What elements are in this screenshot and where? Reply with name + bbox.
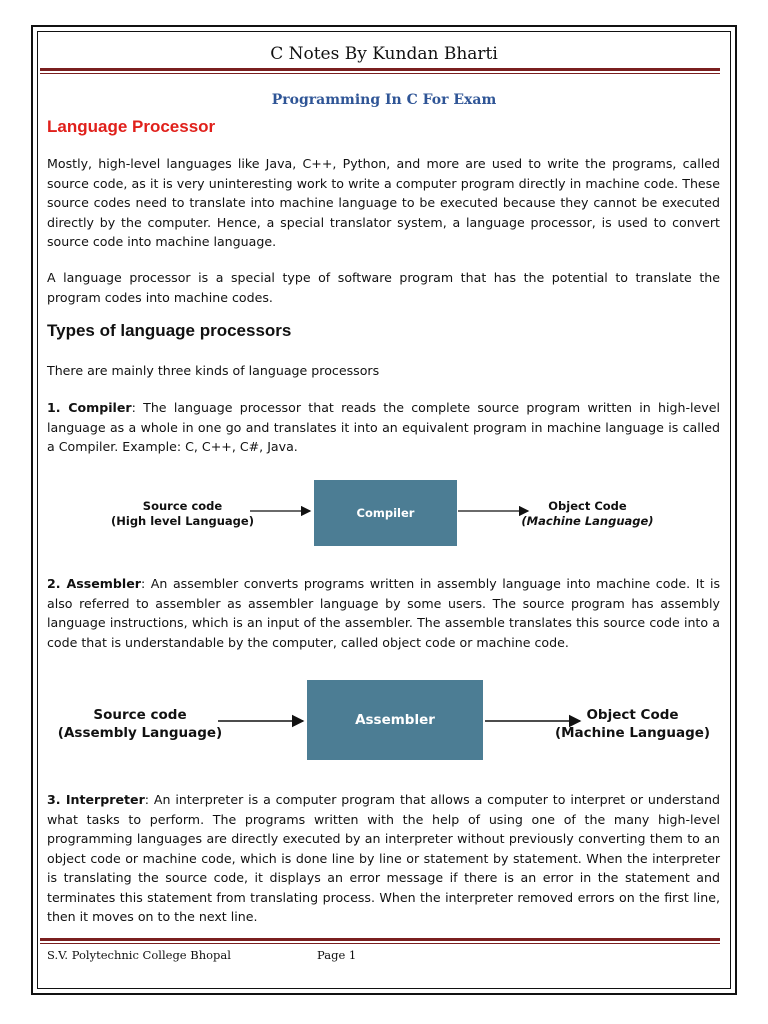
compiler-source-line2: (High level Language) [111, 514, 254, 528]
compiler-source-line1: Source code [142, 499, 223, 513]
header-rule [40, 68, 720, 74]
assembler-diagram [0, 678, 768, 760]
paragraph-definition: A language processor is a special type of software program that has the potential to translate the program codes into machine codes. [47, 270, 720, 305]
compiler-object-line1: Object Code [548, 499, 627, 513]
heading-types: Types of language processors [47, 321, 292, 340]
paragraph-assembler [47, 574, 720, 652]
assembler-text: : An assembler converts programs written in assembly language into machine code. It is also referred to assembler as assembler language by some users. The source program has assembly language instructions, which is an input of the assembler. The assemble translates this source code into a code that is understandable by the computer, called object code or machine code. [47, 576, 721, 650]
paragraph-types-intro: There are mainly three kinds of language processors [47, 363, 380, 378]
assembler-label: 2. Assembler [47, 576, 141, 591]
compiler-box: Compiler [314, 480, 457, 546]
interpreter-label: 3. Interpreter [47, 792, 145, 807]
compiler-diagram [0, 478, 768, 548]
paragraph-intro: Mostly, high-level languages like Java, C++, Python, and more are used to write the programs, called source code, as it is very uninteresting work to write a computer program directly in machine code. These source codes need to translate into machine language to be executed because they cannot be executed directly by the computer. Hence, a special translator system, a language processor, is used to convert source code into machine language. [47, 156, 720, 249]
heading-language-processor: Language Processor [47, 117, 216, 136]
footer-rule [40, 938, 720, 944]
compiler-text: : The language processor that reads the complete source program written in high-level language as a whole in one go and translates it into an equivalent program in machine language is called a Compiler. Example: C, C++, C#, Java. [47, 400, 720, 454]
interpreter-text: : An interpreter is a computer program that allows a computer to interpret or understand what tasks to perform. The programs written with the help of using one of the many high-level programming languages are directly executed by an interpreter without previously converting them to an object code or machine code, which is done line by line or statement by statement. When the interpreter is translating the source code, it displays an error message if there is an error in the statement and terminates this statement from translating process. When the interpreter removed errors on the first line, then it moves on to the next line. [47, 792, 720, 924]
compiler-diagram-object [505, 499, 670, 529]
assembler-box: Assembler [307, 680, 483, 760]
assembler-source-line1: Source code [93, 707, 187, 723]
page-header-title: C Notes By Kundan Bharti [270, 44, 498, 64]
paragraph-compiler [47, 398, 720, 457]
assembler-diagram-object [545, 706, 720, 742]
footer-page-number: Page 1 [317, 948, 357, 962]
assembler-source-line2: (Assembly Language) [57, 725, 223, 741]
paragraph-interpreter [47, 790, 720, 927]
assembler-object-line1: Object Code [586, 707, 679, 723]
compiler-label: 1. Compiler [47, 400, 132, 415]
footer-college: S.V. Polytechnic College Bhopal [47, 948, 231, 962]
compiler-object-line2: (Machine Language) [521, 514, 654, 528]
document-subtitle: Programming In C For Exam [271, 92, 497, 108]
assembler-object-line2: (Machine Language) [554, 725, 711, 741]
